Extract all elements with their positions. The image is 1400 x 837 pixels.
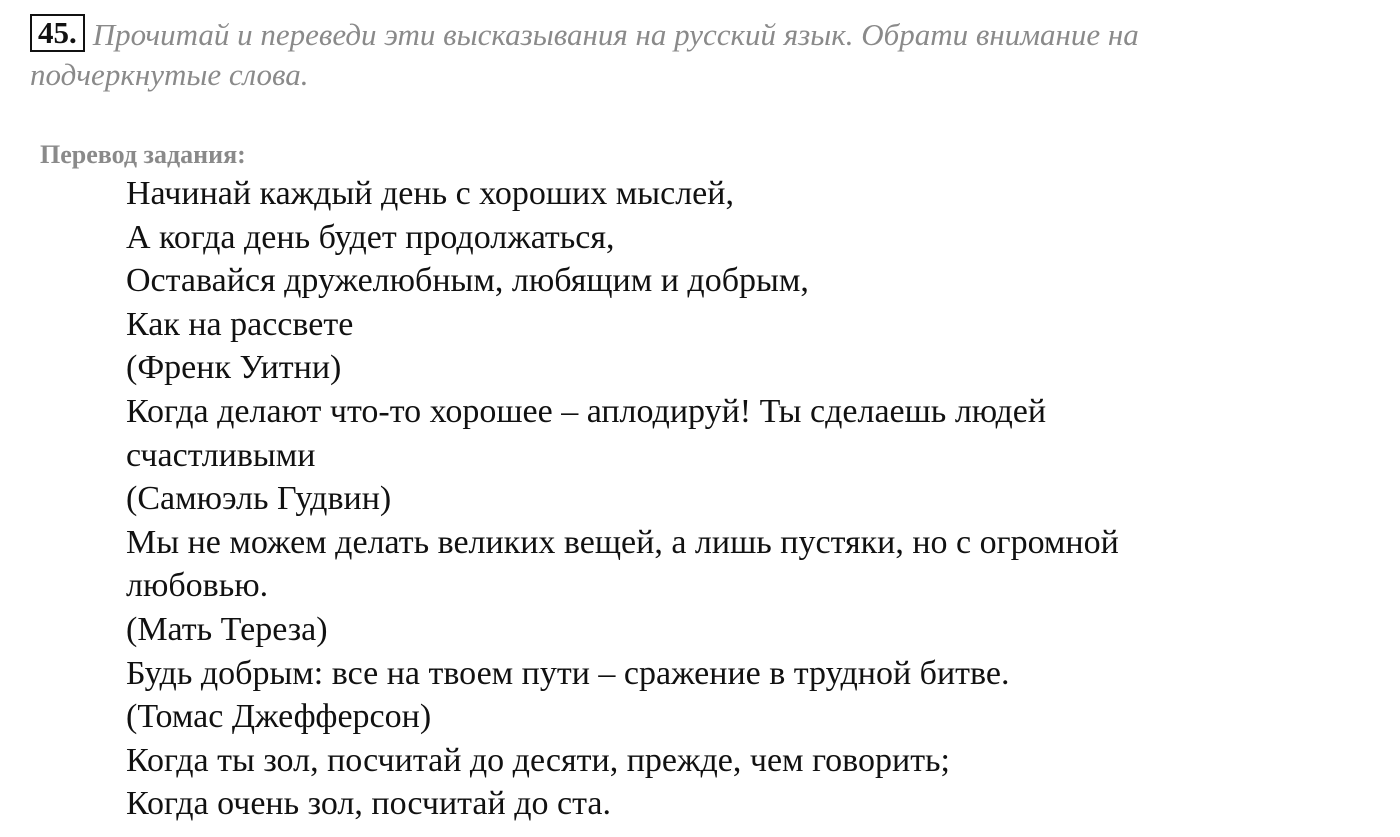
task-instruction-line2: подчеркнутые слова. xyxy=(30,57,309,92)
text-line: Мы не можем делать великих вещей, а лишь пустяки, но с огромной xyxy=(126,523,1119,561)
text-line: А когда день будет продолжаться, xyxy=(126,218,615,256)
text-line: счастливыми xyxy=(126,436,316,474)
task-instruction-line1: Прочитай и переведи эти высказывания на русский язык. Обрати внимание на xyxy=(92,17,1139,52)
task-header xyxy=(30,14,1370,95)
section-label: Перевод задания: xyxy=(40,140,246,169)
text-line: Когда делают что-то хорошее – аплодируй! Ты сделаешь людей xyxy=(126,392,1047,430)
attribution-line: (Томас Джефферсон) xyxy=(126,698,432,736)
text-line: Когда ты зол, посчитай до десяти, прежде, чем говорить; xyxy=(126,741,951,779)
translation-text xyxy=(126,172,1356,826)
text-line: Оставайся дружелюбным, любящим и добрым, xyxy=(126,262,809,300)
attribution-line: (Френк Уитни) xyxy=(126,349,342,387)
text-line: любовью. xyxy=(126,567,269,605)
attribution-line: (Мать Тереза) xyxy=(126,610,328,648)
text-line: Будь добрым: все на твоем пути – сражение в трудной битве. xyxy=(126,654,1010,692)
task-number-box: 45. xyxy=(30,14,85,52)
text-line: Как на рассвете xyxy=(126,305,354,343)
attribution-line: (Самюэль Гудвин) xyxy=(126,480,392,518)
text-line: Когда очень зол, посчитай до ста. xyxy=(126,785,611,823)
text-line: Начинай каждый день с хороших мыслей, xyxy=(126,175,734,212)
